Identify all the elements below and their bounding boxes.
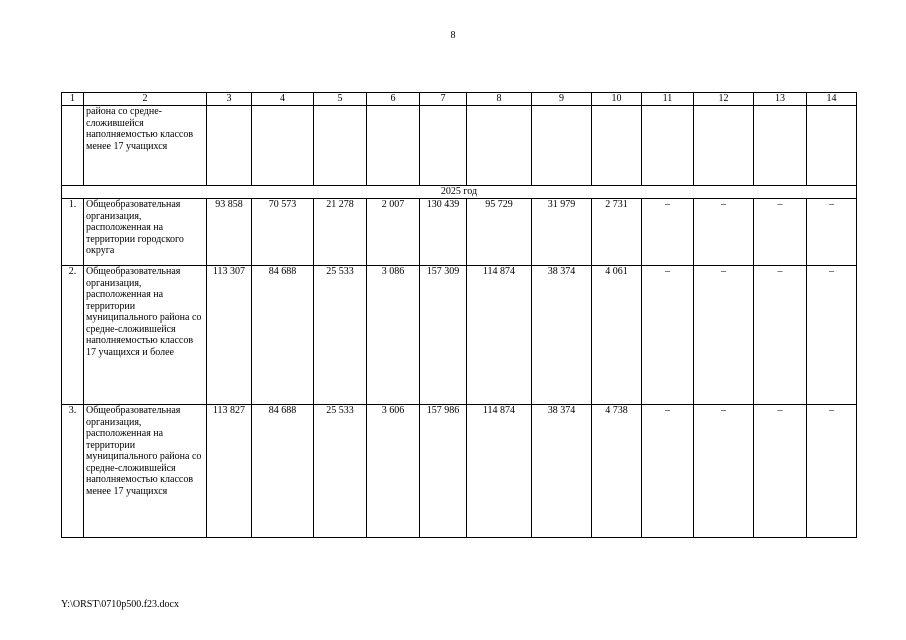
row-name: района со средне-сложившейся наполняемостью классов менее 17 учащихся (84, 106, 207, 186)
cell-value: – (807, 405, 857, 538)
cell-value: – (642, 405, 694, 538)
header-cell: 14 (807, 93, 857, 106)
continuation-row (62, 106, 857, 186)
row-name: Общеобразовательная организация, расположенная на территории муниципального района со средне-сложившейся наполняемостью классов 17 учащихся и более (84, 266, 207, 405)
cell-value: 157 309 (420, 266, 467, 405)
header-cell: 8 (467, 93, 532, 106)
header-cell: 13 (754, 93, 807, 106)
header-cell: 4 (252, 93, 314, 106)
header-cell: 1 (62, 93, 84, 106)
cell-value: 4 061 (592, 266, 642, 405)
cell-value: 95 729 (467, 199, 532, 266)
header-cell: 11 (642, 93, 694, 106)
header-cell: 9 (532, 93, 592, 106)
cell-value: – (642, 266, 694, 405)
cell-value: 25 533 (314, 405, 367, 538)
header-cell: 7 (420, 93, 467, 106)
cell-value: 113 827 (207, 405, 252, 538)
cell-value: – (754, 405, 807, 538)
data-table (61, 92, 857, 538)
cell-value: – (694, 199, 754, 266)
header-cell: 2 (84, 93, 207, 106)
header-cell: 5 (314, 93, 367, 106)
cell-value: 31 979 (532, 199, 592, 266)
table-row (62, 405, 857, 538)
cell-value: 25 533 (314, 266, 367, 405)
cell-value: – (754, 266, 807, 405)
cell-value: 114 874 (467, 405, 532, 538)
row-number: 2. (62, 266, 84, 405)
cell-value: 38 374 (532, 266, 592, 405)
cell-value: 84 688 (252, 266, 314, 405)
row-number: 1. (62, 199, 84, 266)
cell-value: – (807, 199, 857, 266)
page-number: 8 (450, 30, 456, 41)
cell-value: 157 986 (420, 405, 467, 538)
header-cell: 6 (367, 93, 420, 106)
cell-value: 113 307 (207, 266, 252, 405)
header-cell: 12 (694, 93, 754, 106)
cell-value: 3 086 (367, 266, 420, 405)
cell-value: 2 007 (367, 199, 420, 266)
cell-value: – (694, 405, 754, 538)
cell-value: – (694, 266, 754, 405)
cell-value: – (807, 266, 857, 405)
cell-value: 84 688 (252, 405, 314, 538)
cell-value: 3 606 (367, 405, 420, 538)
cell-value: 4 738 (592, 405, 642, 538)
cell-value: 2 731 (592, 199, 642, 266)
header-row (62, 93, 857, 106)
cell-value: – (754, 199, 807, 266)
row-number: 3. (62, 405, 84, 538)
row-name: Общеобразовательная организация, расположенная на территории муниципального района со средне-сложившейся наполняемостью классов менее 17 учащихся (84, 405, 207, 538)
cell-value: 21 278 (314, 199, 367, 266)
cell-value: 93 858 (207, 199, 252, 266)
file-path-footer: Y:\ORST\0710p500.f23.docx (61, 599, 179, 610)
cell-value: 114 874 (467, 266, 532, 405)
cell-value: 70 573 (252, 199, 314, 266)
header-cell: 3 (207, 93, 252, 106)
table-row (62, 266, 857, 405)
row-name: Общеобразовательная организация, расположенная на территории городского округа (84, 199, 207, 266)
section-label: 2025 год (62, 186, 857, 199)
section-row (62, 186, 857, 199)
cell-value: 130 439 (420, 199, 467, 266)
header-cell: 10 (592, 93, 642, 106)
cell-value: 38 374 (532, 405, 592, 538)
table-row (62, 199, 857, 266)
row-number (62, 106, 84, 186)
cell-value: – (642, 199, 694, 266)
